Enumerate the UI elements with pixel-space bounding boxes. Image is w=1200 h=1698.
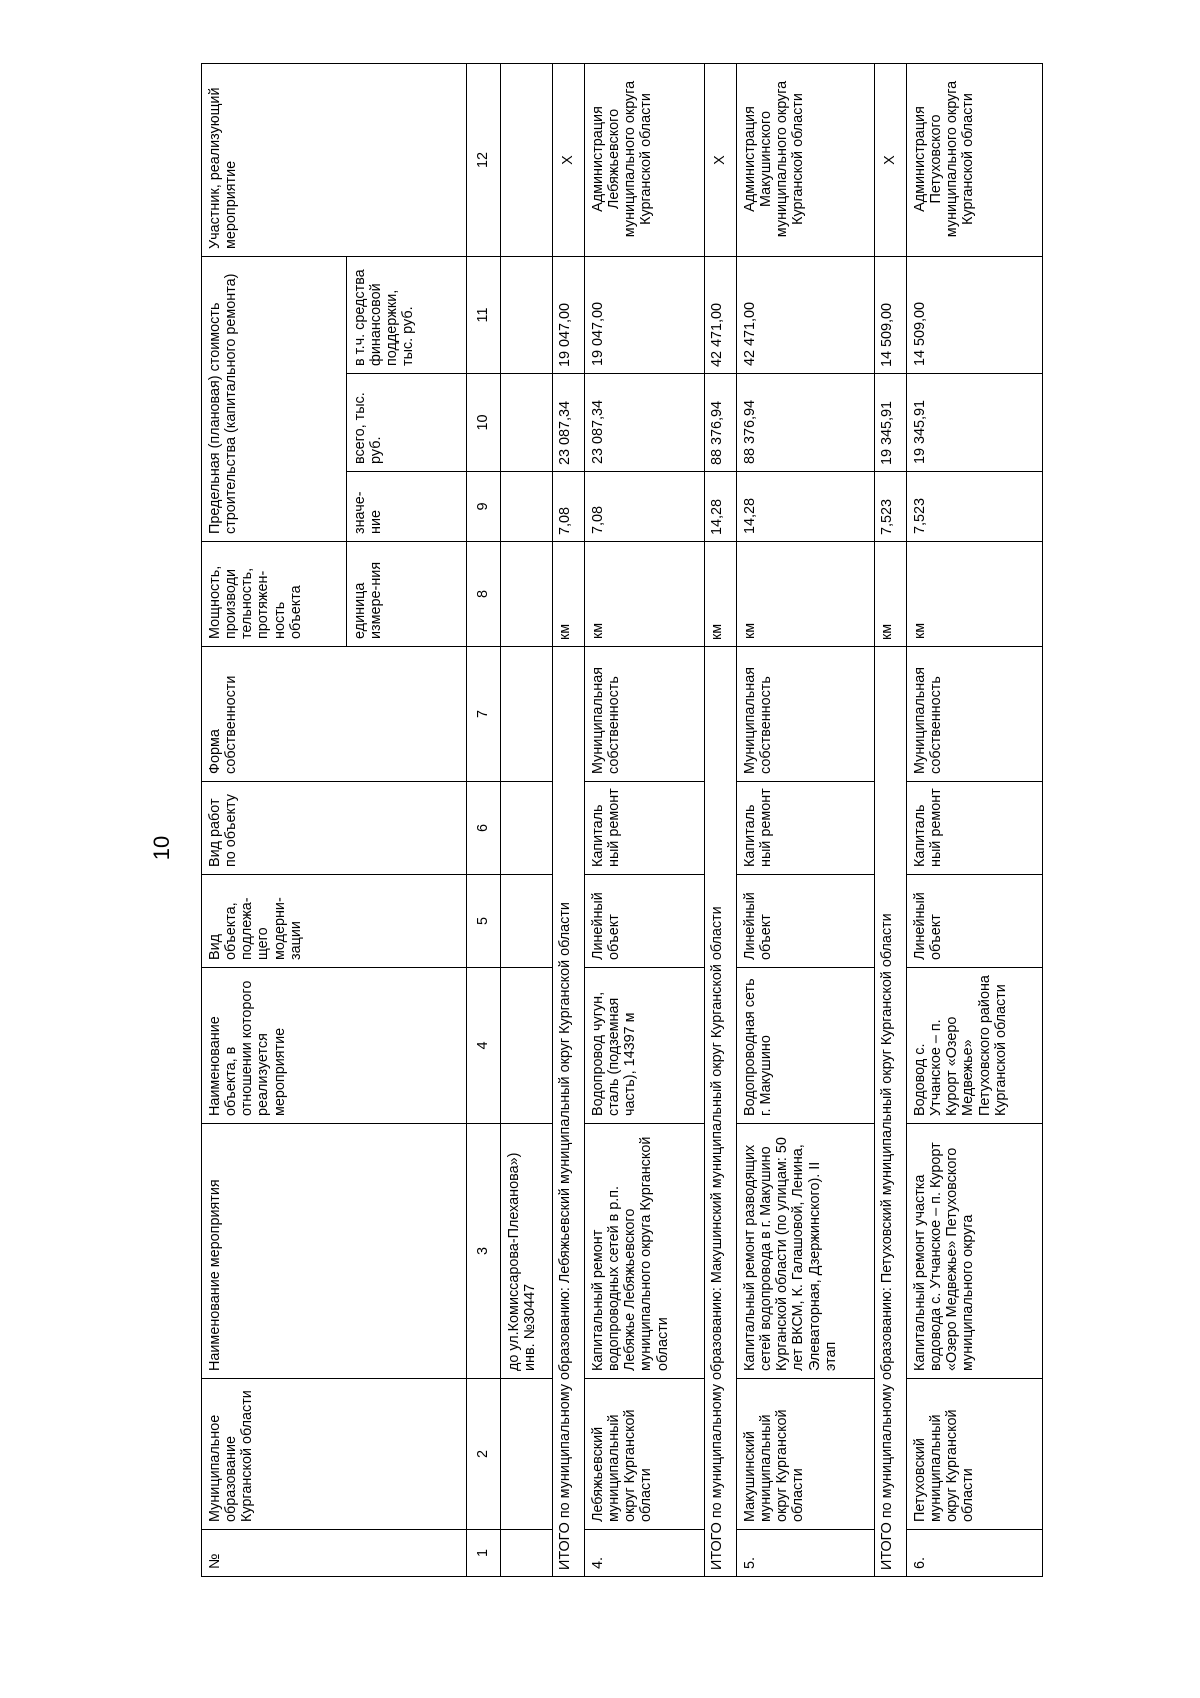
group-total-row xyxy=(553,64,585,1577)
column-number: 9 xyxy=(467,472,501,542)
group-total-sum: 88 376,94 xyxy=(705,374,737,472)
header-row-1 xyxy=(202,64,347,1577)
group-total-sum: 23 087,34 xyxy=(553,374,585,472)
column-number: 11 xyxy=(467,257,501,374)
row-total: 23 087,34 xyxy=(585,374,705,472)
row-no: 4. xyxy=(585,1530,705,1577)
row-municipality: Петуховский муниципальный округ Курганской области xyxy=(907,1379,1043,1530)
program-table xyxy=(201,63,1043,1577)
header-object-type: Вид объекта, подлежа-щего модерни-зации xyxy=(202,875,467,968)
group-total-sum: 19 345,91 xyxy=(875,374,907,472)
rotated-table-container xyxy=(201,64,1101,1577)
row-participant: Администрация Лебяжьевского муниципального округа Курганской области xyxy=(585,64,705,257)
header-municipality: Муниципальное образование Курганской области xyxy=(202,1379,467,1530)
row-value: 7,523 xyxy=(907,472,1043,542)
row-support: 19 047,00 xyxy=(585,257,705,374)
header-work-type: Вид работ по объекту xyxy=(202,782,467,875)
row-support: 14 509,00 xyxy=(907,257,1043,374)
group-total-participant: Х xyxy=(553,64,585,257)
row-ownership: Муниципальная собственность xyxy=(737,647,875,782)
column-number: 10 xyxy=(467,374,501,472)
column-number: 3 xyxy=(467,1124,501,1379)
header-cost: Предельная (плановая) стоимость строительства (капитального ремонта) xyxy=(202,257,347,542)
row-support: 42 471,00 xyxy=(737,257,875,374)
row-event: Капитальный ремонт разводящих сетей водопровода в г. Макушино Курганской области (по улицам: 50 лет ВКСМ, К. Галашовой, Ленина, Элеваторная, Дзержинского). II этап xyxy=(737,1124,875,1379)
group-total-value: 7,08 xyxy=(553,472,585,542)
group-total-support: 14 509,00 xyxy=(875,257,907,374)
row-municipality: Макушинский муниципальный округ Курганской области xyxy=(737,1379,875,1530)
row-value: 7,08 xyxy=(585,472,705,542)
row-event: Капитальный ремонт водопроводных сетей в р.п. Лебяжье Лебяжьевского муниципального округа Курганской области xyxy=(585,1124,705,1379)
row-no: 5. xyxy=(737,1530,875,1577)
group-total-row xyxy=(705,64,737,1577)
table-row xyxy=(907,64,1043,1577)
row-object-type: Линейный объект xyxy=(585,875,705,968)
header-total: всего, тыс. руб. xyxy=(347,374,467,472)
group-total-participant: Х xyxy=(705,64,737,257)
column-number: 6 xyxy=(467,782,501,875)
row-total: 88 376,94 xyxy=(737,374,875,472)
row-unit: км xyxy=(585,542,705,647)
column-number-row xyxy=(467,64,501,1577)
header-incl-support: в т.ч. средства финансовой поддержки, тыс. руб. xyxy=(347,257,467,374)
row-total: 19 345,91 xyxy=(907,374,1043,472)
group-total-unit: км xyxy=(553,542,585,647)
header-participant: Участник, реализующий мероприятие xyxy=(202,64,467,257)
row-work-type: Капиталь ный ремонт xyxy=(585,782,705,875)
header-ownership: Форма собственности xyxy=(202,647,467,782)
group-total-value: 14,28 xyxy=(705,472,737,542)
header-unit: единица измере-ния xyxy=(347,542,467,647)
row-no: 6. xyxy=(907,1530,1043,1577)
table-row xyxy=(585,64,705,1577)
row-object: Водопроводная сеть г. Макушино xyxy=(737,968,875,1124)
group-total-support: 19 047,00 xyxy=(553,257,585,374)
header-object-name: Наименование объекта, в отношении которого реализуется мероприятие xyxy=(202,968,467,1124)
row-participant: Администрация Макушинского муниципального округа Курганской области xyxy=(737,64,875,257)
row-object-type: Линейный объект xyxy=(737,875,875,968)
row-value: 14,28 xyxy=(737,472,875,542)
column-number: 2 xyxy=(467,1379,501,1530)
group-total-label: ИТОГО по муниципальному образованию: Петуховский муниципальный округ Курганской области xyxy=(875,647,907,1577)
column-number: 7 xyxy=(467,647,501,782)
group-total-unit: км xyxy=(875,542,907,647)
group-total-row xyxy=(875,64,907,1577)
row-object: Водопровод чугун, сталь (подземная часть), 14397 м xyxy=(585,968,705,1124)
header-no: № xyxy=(202,1530,467,1577)
column-number: 12 xyxy=(467,64,501,257)
row-work-type: Капиталь ный ремонт xyxy=(737,782,875,875)
header-capacity: Мощность, производи тельность, протяжен-ность объекта xyxy=(202,542,347,647)
group-total-label: ИТОГО по муниципальному образованию: Макушинский муниципальный округ Курганской области xyxy=(705,647,737,1577)
row-work-type: Капиталь ный ремонт xyxy=(907,782,1043,875)
row-event: Капитальный ремонт участка водовода с. Утчанское – п. Курорт «Озеро Медвежье» Петуховского муниципального округа xyxy=(907,1124,1043,1379)
column-number: 5 xyxy=(467,875,501,968)
row-unit: км xyxy=(907,542,1043,647)
column-number: 4 xyxy=(467,968,501,1124)
column-number: 8 xyxy=(467,542,501,647)
group-total-value: 7,523 xyxy=(875,472,907,542)
page-number: 10 xyxy=(149,835,174,861)
row-unit: км xyxy=(737,542,875,647)
continuation-row xyxy=(501,64,553,1577)
row-object-type: Линейный объект xyxy=(907,875,1043,968)
column-number: 1 xyxy=(467,1530,501,1577)
row-object: Водовод с. Утчанское – п. Курорт «Озеро Медвежье» Петуховского района Курганской области xyxy=(907,968,1043,1124)
group-total-unit: км xyxy=(705,542,737,647)
group-total-participant: Х xyxy=(875,64,907,257)
header-value: значе-ние xyxy=(347,472,467,542)
group-total-support: 42 471,00 xyxy=(705,257,737,374)
row-participant: Администрация Петуховского муниципального округа Курганской области xyxy=(907,64,1043,257)
header-event-name: Наименование мероприятия xyxy=(202,1124,467,1379)
table-row xyxy=(737,64,875,1577)
continuation-event: до ул.Комиссарова-Плеханова») инв. №30447 xyxy=(501,1124,553,1379)
group-total-label: ИТОГО по муниципальному образованию: Лебяжьевский муниципальный округ Курганской области xyxy=(553,647,585,1577)
row-ownership: Муниципальная собственность xyxy=(585,647,705,782)
row-municipality: Лебяжьевский муниципальный округ Курганской области xyxy=(585,1379,705,1530)
row-ownership: Муниципальная собственность xyxy=(907,647,1043,782)
